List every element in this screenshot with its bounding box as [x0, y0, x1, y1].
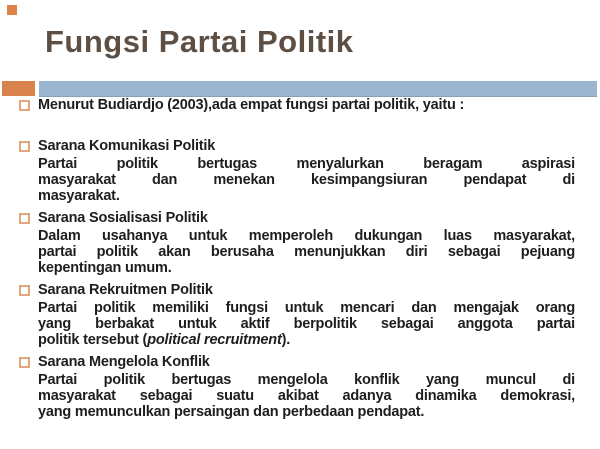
section-heading-row	[18, 282, 575, 300]
paragraph-line: partai politik akan berusaha menunjukkan diri sebagai pejuang	[38, 244, 575, 260]
bullet-column	[18, 138, 38, 156]
intro-text: Menurut Budiardjo (2003),ada empat fungsi partai politik, yaitu :	[38, 97, 465, 113]
paragraph-line: politik tersebut (political recruitment).	[38, 332, 291, 348]
intro-bullet-item	[18, 97, 575, 113]
corner-accent-square-icon	[7, 5, 17, 15]
section-paragraph-row	[18, 156, 575, 204]
bullet-column-spacer	[18, 228, 38, 276]
section-paragraph-row	[18, 228, 575, 276]
page-title: Fungsi Partai Politik	[45, 24, 354, 59]
paragraph-line: Dalam usahanya untuk memperoleh dukungan luas masyarakat,	[38, 228, 575, 244]
bullet-section	[18, 354, 575, 420]
section-heading: Sarana Komunikasi Politik	[38, 138, 216, 154]
section-paragraph	[38, 156, 575, 204]
sections	[18, 138, 575, 420]
section-paragraph	[38, 372, 575, 420]
bullet-column-spacer	[18, 156, 38, 204]
section-heading: Sarana Sosialisasi Politik	[38, 210, 208, 226]
bullet-square-icon	[19, 141, 30, 152]
paragraph-line: masyarakat.	[38, 188, 120, 204]
paragraph-line: Partai politik memiliki fungsi untuk mencari dan mengajak orang	[38, 300, 575, 316]
bullet-section	[18, 210, 575, 276]
section-paragraph	[38, 228, 575, 276]
bullet-square-icon	[19, 100, 30, 111]
section-heading-row	[18, 210, 575, 228]
paragraph-line: masyarakat sebagai suatu akibat adanya dinamika demokrasi,	[38, 388, 575, 404]
bullet-section	[18, 282, 575, 348]
section-heading-row	[18, 354, 575, 372]
paragraph-line: kepentingan umum.	[38, 260, 172, 276]
paragraph-line: masyarakat dan menekan kesimpangsiuran pendapat di	[38, 172, 575, 188]
section-paragraph	[38, 300, 575, 348]
slide-body	[18, 97, 575, 426]
bullet-column	[18, 354, 38, 372]
section-heading: Sarana Mengelola Konflik	[38, 354, 210, 370]
bullet-column	[18, 97, 38, 113]
section-paragraph-row	[18, 300, 575, 348]
bullet-column-spacer	[18, 372, 38, 420]
bullet-square-icon	[19, 357, 30, 368]
paragraph-line: yang berbakat untuk aktif berpolitik sebagai anggota partai	[38, 316, 575, 332]
section-heading-row	[18, 138, 575, 156]
paragraph-line: yang memunculkan persaingan dan perbedaan pendapat.	[38, 404, 425, 420]
bullet-section	[18, 138, 575, 204]
paragraph-line: Partai politik bertugas menyalurkan beragam aspirasi	[38, 156, 575, 172]
section-heading: Sarana Rekruitmen Politik	[38, 282, 213, 298]
bullet-column-spacer	[18, 300, 38, 348]
separator-orange-segment	[2, 81, 35, 96]
bullet-square-icon	[19, 213, 30, 224]
paragraph-line: Partai politik bertugas mengelola konflik yang muncul di	[38, 372, 575, 388]
bullet-square-icon	[19, 285, 30, 296]
separator-blue-bar	[39, 81, 597, 97]
bullet-column	[18, 210, 38, 228]
bullet-column	[18, 282, 38, 300]
section-paragraph-row	[18, 372, 575, 420]
